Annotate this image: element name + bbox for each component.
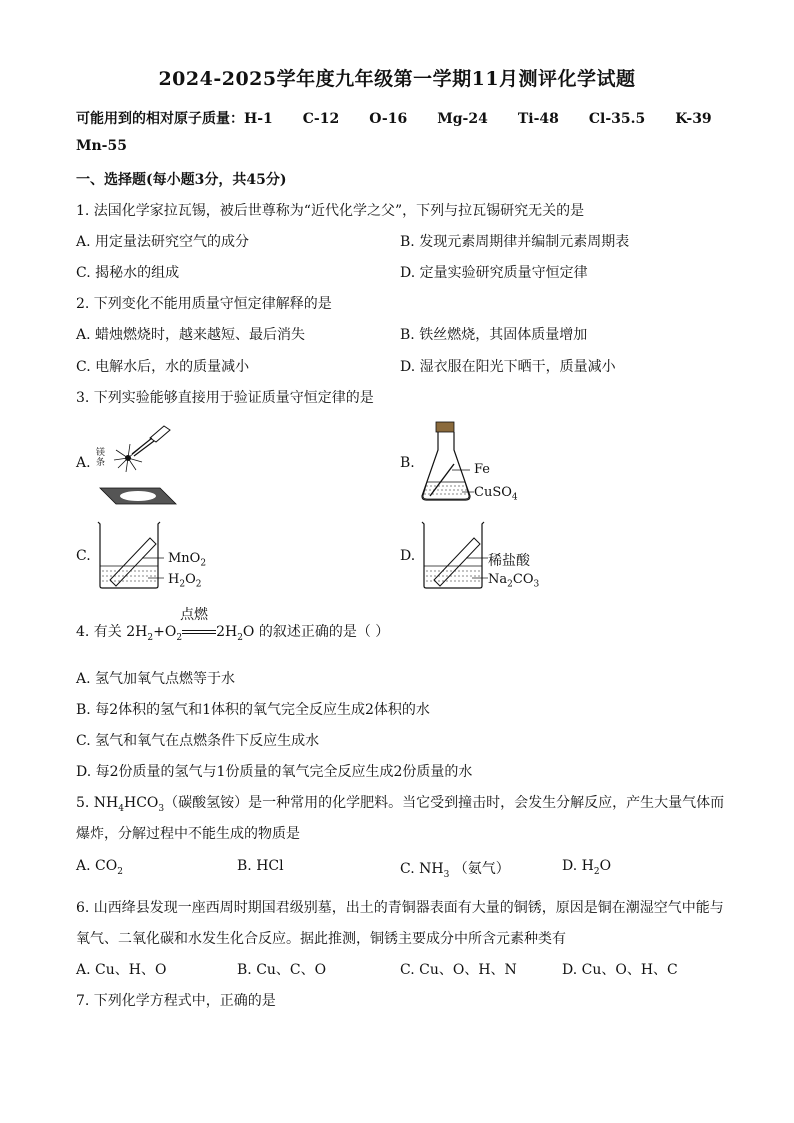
q3-figure-c-h2o2-label: $H_2O_2$ <box>168 572 202 590</box>
mass-ti: Ti-48 <box>517 111 559 127</box>
exam-title: 2024-2025学年度九年级第一学期11月测评化学试题 <box>158 68 636 90</box>
mass-mg: Mg-24 <box>437 111 488 127</box>
q4-reaction-condition: 点燃 <box>180 607 209 623</box>
q5-stem-line1: 5. $NH_4HCO_3$（碳酸氢铵）是一种常用的化学肥料。当它受到撞击时，会发生分解反应，产生大量气体而 <box>76 795 725 814</box>
q6-option-c[interactable]: C. Cu、O、H、N <box>400 962 517 978</box>
q7-stem: 7. 下列化学方程式中，正确的是 <box>76 993 276 1009</box>
q6-option-a[interactable]: A. Cu、H、O <box>76 962 167 978</box>
q2-option-c[interactable]: C. 电解水后，水的质量减小 <box>76 359 250 375</box>
q5-option-a[interactable]: A. $CO_2$ <box>76 858 123 877</box>
q3-figure-a-label: 镁条 <box>96 448 106 468</box>
q1-option-b[interactable]: B. 发现元素周期律并编制元素周期表 <box>400 234 630 250</box>
q3-figure-d-acid-label: 稀盐酸 <box>488 553 530 569</box>
q3-figure-b-flask <box>418 420 478 504</box>
q4-option-b[interactable]: B. 每2体积的氢气和1体积的氧气完全反应生成2体积的水 <box>76 702 430 718</box>
mass-mn: Mn-55 <box>76 138 127 154</box>
q5-option-c[interactable]: C. $NH_3$ （氨气） <box>400 861 510 880</box>
q4-option-c[interactable]: C. 氢气和氧气在点燃条件下反应生成水 <box>76 733 320 749</box>
mass-o: O-16 <box>369 111 408 127</box>
q3-option-a[interactable]: A. <box>76 455 91 471</box>
q2-option-a[interactable]: A. 蜡烛燃烧时，越来越短、最后消失 <box>76 327 306 343</box>
q3-option-d[interactable]: D. <box>400 548 416 564</box>
mass-c: C-12 <box>302 111 340 127</box>
q5-stem-line2: 爆炸，分解过程中不能生成的物质是 <box>76 826 300 842</box>
q3-figure-d-beaker <box>418 518 494 590</box>
q3-figure-c-mno2-label: MnO$_2$ <box>168 551 207 569</box>
mass-h: H-1 <box>244 111 273 127</box>
atomic-masses-label: 可能用到的相对原子质量： <box>76 111 244 127</box>
q5-option-d[interactable]: D. $H_2O$ <box>562 858 612 877</box>
mass-cl: Cl-35.5 <box>588 111 646 127</box>
section-heading: 一、选择题(每小题3分，共45分) <box>76 172 287 188</box>
q4-option-d[interactable]: D. 每2份质量的氢气与1份质量的氧气完全反应生成2份质量的水 <box>76 764 473 780</box>
q3-option-b[interactable]: B. <box>400 455 415 471</box>
q3-figure-b-fe-label: Fe <box>474 462 491 477</box>
q1-option-a[interactable]: A. 用定量法研究空气的成分 <box>76 234 250 250</box>
q1-option-c[interactable]: C. 揭秘水的组成 <box>76 265 180 281</box>
q3-figure-d-na2co3-label: $Na_2CO_3$ <box>488 572 540 590</box>
q4-stem: 4. 有关 $2H_2+O_2$ 点燃 $2H_2O$ 的叙述正确的是（ ） <box>76 621 389 643</box>
q4-option-a[interactable]: A. 氢气加氧气点燃等于水 <box>76 671 236 687</box>
q3-figure-b-cuso4-label: CuSO$_4$ <box>474 485 518 503</box>
q6-option-d[interactable]: D. Cu、O、H、C <box>562 962 678 978</box>
q2-stem: 2. 下列变化不能用质量守恒定律解释的是 <box>76 296 332 312</box>
q2-option-b[interactable]: B. 铁丝燃烧，其固体质量增加 <box>400 327 588 343</box>
q1-stem: 1. 法国化学家拉瓦锡，被后世尊称为“近代化学之父”，下列与拉瓦锡研究无关的是 <box>76 203 585 219</box>
q5-option-b[interactable]: B. HCl <box>237 858 284 874</box>
q3-figure-c-beaker <box>94 518 170 590</box>
q3-stem: 3. 下列实验能够直接用于验证质量守恒定律的是 <box>76 390 374 406</box>
q6-option-b[interactable]: B. Cu、C、O <box>237 962 327 978</box>
mass-k: K-39 <box>675 111 712 127</box>
q6-stem-line2: 氧气、二氧化碳和水发生化合反应。据此推测，铜锈主要成分中所含元素种类有 <box>76 931 566 947</box>
q2-option-d[interactable]: D. 湿衣服在阳光下晒干，质量减小 <box>400 359 616 375</box>
q3-option-c[interactable]: C. <box>76 548 91 564</box>
q6-stem-line1: 6. 山西绛县发现一座西周时期国君级别墓，出土的青铜器表面有大量的铜锈，原因是铜在潮湿空气中能与 <box>76 900 724 916</box>
q1-option-d[interactable]: D. 定量实验研究质量守恒定律 <box>400 265 588 281</box>
atomic-masses-line <box>76 108 712 128</box>
